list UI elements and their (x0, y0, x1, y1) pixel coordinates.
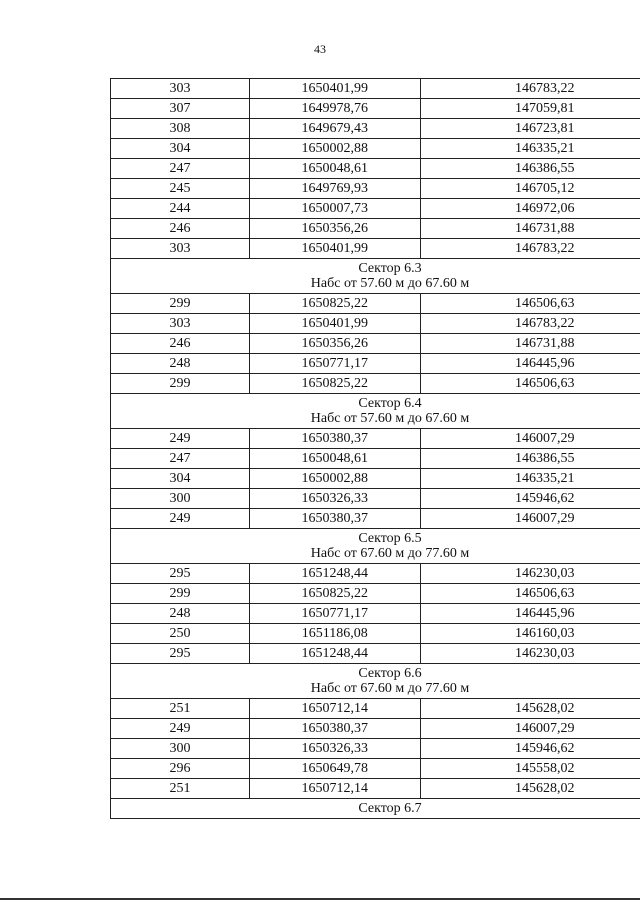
table-row (111, 159, 640, 179)
point-number-cell: 248 (111, 354, 250, 374)
coordinates-table-body (111, 79, 640, 819)
y-coordinate-cell: 146731,88 (420, 219, 640, 239)
x-coordinate-cell: 1649679,43 (249, 119, 420, 139)
point-number-cell: 250 (111, 624, 250, 644)
page-number: 43 (314, 42, 326, 56)
x-coordinate-cell: 1650002,88 (249, 469, 420, 489)
x-coordinate-cell: 1650380,37 (249, 429, 420, 449)
table-row (111, 119, 640, 139)
point-number-cell: 246 (111, 334, 250, 354)
point-number-cell: 247 (111, 449, 250, 469)
table-row (111, 199, 640, 219)
page-bottom-edge (0, 898, 640, 900)
y-coordinate-cell: 147059,81 (420, 99, 640, 119)
table-row (111, 699, 640, 719)
x-coordinate-cell: 1650401,99 (249, 79, 420, 99)
table-row (111, 429, 640, 449)
sector-header-cell (111, 664, 640, 699)
point-number-cell: 307 (111, 99, 250, 119)
x-coordinate-cell: 1650712,14 (249, 779, 420, 799)
y-coordinate-cell: 145628,02 (420, 779, 640, 799)
table-row (111, 604, 640, 624)
sector-header-row (111, 259, 640, 294)
table-row (111, 294, 640, 314)
sector-title: Сектор 6.6 (358, 666, 422, 681)
y-coordinate-cell: 146783,22 (420, 239, 640, 259)
point-number-cell: 251 (111, 779, 250, 799)
sector-header-row (111, 529, 640, 564)
point-number-cell: 303 (111, 314, 250, 334)
table-row (111, 239, 640, 259)
table-row (111, 79, 640, 99)
y-coordinate-cell: 146445,96 (420, 354, 640, 374)
sector-title: Сектор 6.7 (358, 801, 422, 816)
sector-header-row (111, 664, 640, 699)
point-number-cell: 245 (111, 179, 250, 199)
y-coordinate-cell: 145946,62 (420, 489, 640, 509)
x-coordinate-cell: 1650326,33 (249, 489, 420, 509)
table-row (111, 509, 640, 529)
point-number-cell: 249 (111, 719, 250, 739)
table-row (111, 99, 640, 119)
y-coordinate-cell: 146731,88 (420, 334, 640, 354)
x-coordinate-cell: 1650771,17 (249, 604, 420, 624)
table-row (111, 739, 640, 759)
point-number-cell: 249 (111, 509, 250, 529)
x-coordinate-cell: 1650380,37 (249, 719, 420, 739)
point-number-cell: 299 (111, 584, 250, 604)
table-row (111, 644, 640, 664)
x-coordinate-cell: 1651186,08 (249, 624, 420, 644)
y-coordinate-cell: 145946,62 (420, 739, 640, 759)
y-coordinate-cell: 145558,02 (420, 759, 640, 779)
table-row (111, 354, 640, 374)
table-row (111, 219, 640, 239)
y-coordinate-cell: 146386,55 (420, 159, 640, 179)
x-coordinate-cell: 1650380,37 (249, 509, 420, 529)
point-number-cell: 248 (111, 604, 250, 624)
x-coordinate-cell: 1650356,26 (249, 334, 420, 354)
point-number-cell: 299 (111, 374, 250, 394)
table-row (111, 489, 640, 509)
table-row (111, 779, 640, 799)
sector-height-range: Набс от 57.60 м до 67.60 м (310, 411, 470, 426)
y-coordinate-cell: 146705,12 (420, 179, 640, 199)
y-coordinate-cell: 146506,63 (420, 584, 640, 604)
x-coordinate-cell: 1650771,17 (249, 354, 420, 374)
sector-header-cell (111, 259, 640, 294)
coordinates-table (110, 78, 640, 819)
y-coordinate-cell: 146230,03 (420, 564, 640, 584)
x-coordinate-cell: 1649769,93 (249, 179, 420, 199)
table-row (111, 719, 640, 739)
y-coordinate-cell: 146506,63 (420, 294, 640, 314)
sector-header-cell (111, 799, 640, 819)
y-coordinate-cell: 146007,29 (420, 719, 640, 739)
point-number-cell: 300 (111, 739, 250, 759)
y-coordinate-cell: 146007,29 (420, 429, 640, 449)
y-coordinate-cell: 146386,55 (420, 449, 640, 469)
point-number-cell: 295 (111, 644, 250, 664)
table-row (111, 449, 640, 469)
y-coordinate-cell: 146972,06 (420, 199, 640, 219)
x-coordinate-cell: 1650326,33 (249, 739, 420, 759)
y-coordinate-cell: 146783,22 (420, 79, 640, 99)
x-coordinate-cell: 1650825,22 (249, 374, 420, 394)
sector-title: Сектор 6.5 (358, 531, 422, 546)
point-number-cell: 303 (111, 79, 250, 99)
point-number-cell: 304 (111, 139, 250, 159)
table-row (111, 624, 640, 644)
point-number-cell: 246 (111, 219, 250, 239)
x-coordinate-cell: 1650401,99 (249, 239, 420, 259)
point-number-cell: 296 (111, 759, 250, 779)
point-number-cell: 303 (111, 239, 250, 259)
table-row (111, 139, 640, 159)
y-coordinate-cell: 146007,29 (420, 509, 640, 529)
x-coordinate-cell: 1650002,88 (249, 139, 420, 159)
sector-header-row (111, 394, 640, 429)
point-number-cell: 251 (111, 699, 250, 719)
table-row (111, 314, 640, 334)
x-coordinate-cell: 1651248,44 (249, 564, 420, 584)
table-row (111, 759, 640, 779)
point-number-cell: 304 (111, 469, 250, 489)
y-coordinate-cell: 146230,03 (420, 644, 640, 664)
point-number-cell: 244 (111, 199, 250, 219)
x-coordinate-cell: 1650048,61 (249, 449, 420, 469)
sector-height-range: Набс от 57.60 м до 67.60 м (310, 276, 470, 291)
point-number-cell: 299 (111, 294, 250, 314)
point-number-cell: 300 (111, 489, 250, 509)
sector-header-cell (111, 394, 640, 429)
x-coordinate-cell: 1650048,61 (249, 159, 420, 179)
sector-header-cell (111, 529, 640, 564)
y-coordinate-cell: 146506,63 (420, 374, 640, 394)
y-coordinate-cell: 146335,21 (420, 469, 640, 489)
table-row (111, 584, 640, 604)
point-number-cell: 247 (111, 159, 250, 179)
y-coordinate-cell: 146723,81 (420, 119, 640, 139)
y-coordinate-cell: 146445,96 (420, 604, 640, 624)
sector-header-row (111, 799, 640, 819)
y-coordinate-cell: 146335,21 (420, 139, 640, 159)
table-row (111, 179, 640, 199)
table-row (111, 374, 640, 394)
sector-title: Сектор 6.3 (358, 261, 422, 276)
y-coordinate-cell: 146160,03 (420, 624, 640, 644)
sector-height-range: Набс от 67.60 м до 77.60 м (310, 681, 470, 696)
table-row (111, 564, 640, 584)
y-coordinate-cell: 145628,02 (420, 699, 640, 719)
x-coordinate-cell: 1649978,76 (249, 99, 420, 119)
x-coordinate-cell: 1651248,44 (249, 644, 420, 664)
x-coordinate-cell: 1650649,78 (249, 759, 420, 779)
table-row (111, 334, 640, 354)
x-coordinate-cell: 1650401,99 (249, 314, 420, 334)
point-number-cell: 249 (111, 429, 250, 449)
x-coordinate-cell: 1650007,73 (249, 199, 420, 219)
x-coordinate-cell: 1650712,14 (249, 699, 420, 719)
sector-height-range: Набс от 67.60 м до 77.60 м (310, 546, 470, 561)
x-coordinate-cell: 1650825,22 (249, 584, 420, 604)
point-number-cell: 308 (111, 119, 250, 139)
table-row (111, 469, 640, 489)
y-coordinate-cell: 146783,22 (420, 314, 640, 334)
x-coordinate-cell: 1650356,26 (249, 219, 420, 239)
sector-title: Сектор 6.4 (358, 396, 422, 411)
x-coordinate-cell: 1650825,22 (249, 294, 420, 314)
point-number-cell: 295 (111, 564, 250, 584)
